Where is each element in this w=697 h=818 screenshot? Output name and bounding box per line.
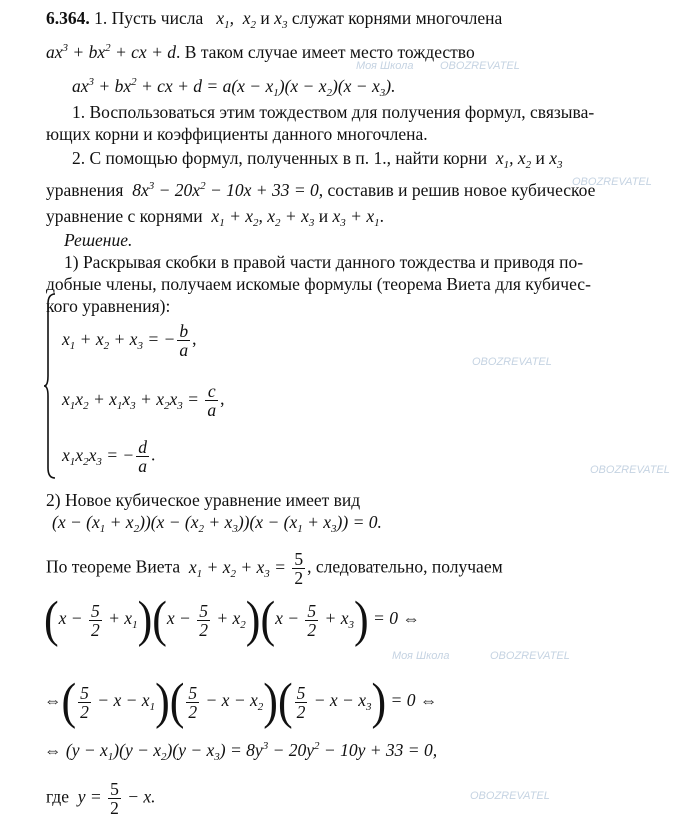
task-2-roots-text: уравнение с корнями: [46, 206, 203, 226]
where-line: где y = $\frac{5}{2}$ − x.: [46, 779, 156, 818]
intro-serve: служат корнями многочлена: [291, 8, 503, 28]
watermark: OBOZREVATEL: [440, 60, 520, 72]
watermark: OBOZREVATEL: [490, 650, 570, 662]
problem-number: 6.364.: [46, 8, 90, 28]
intro-text: 1. Пусть числа: [94, 8, 204, 28]
task-1-line-1: 1. Воспользоваться этим тождеством для получения формул, связыва-: [72, 102, 595, 122]
watermark: Моя Школа: [392, 650, 450, 662]
watermark: OBOZREVATEL: [470, 790, 550, 802]
intro-tail: . В таком случае имеет место тождество: [176, 42, 475, 62]
watermark: OBOZREVATEL: [572, 176, 652, 188]
intro-and: и: [260, 8, 270, 28]
solution-label: Решение.: [64, 230, 133, 250]
solution-2-line: 2) Новое кубическое уравнение имеет вид: [46, 490, 361, 510]
task-2-line-1: 2. С помощью формул, полученных в п. 1., найти корни $x_1$, $x_2$ и $x_3$: [72, 148, 563, 171]
task-1-line-2: ющих корни и коэффициенты данного многочлена.: [46, 124, 428, 144]
task-2-line-2: уравнения $8x^3 - 20x^2 - 10x + 33 = 0$, составив и решив новое кубическое: [46, 180, 596, 200]
problem-line-1: 6.364. 1. Пусть числа $x_1$, $x_2$ и $x_3$ служат корнями многочлена: [46, 8, 503, 31]
substitution-eq-3: ⇔ $(y - x_1)(y - x_2)(y - x_3) = 8y^3 - 20y^2 - 10y + 33 = 0$,: [44, 740, 438, 763]
solution-1-line-3: кого уравнения):: [46, 296, 171, 316]
where-label: где: [46, 786, 69, 807]
task-2-eq-pre: уравнения: [46, 180, 124, 200]
substitution-eq-2: ⇔( $\frac{5}{2}$ − $x - x_1$)( $\frac{5}{2}$ − $x - x_2$)( $\frac{5}{2}$ − $x - x_3) = 0$ ⇔: [44, 673, 438, 730]
vieta-sum-line: По теореме Виета $x_1 + x_2 + x_3$ = $\frac{5}{2}$ , следовательно, получаем: [46, 549, 503, 588]
task-2-text: 2. С помощью формул, полученных в п. 1., найти корни: [72, 148, 488, 168]
watermark: OBOZREVATEL: [472, 356, 552, 368]
system-brace: [44, 292, 56, 480]
task-2-line-3: уравнение с корнями $x_1 + x_2$, $x_2 + x_3$ и $x_3 + x_1$.: [46, 206, 384, 229]
task-2-eq-post: , составив и решив новое кубическое: [318, 180, 596, 200]
identity-formula: $ax^3 + bx^2$ + cx + $d = a(x - x_1)(x - x_2)(x - x_3)$.: [72, 76, 396, 99]
new-cubic-equation: $(x - (x_1 + x_2))(x - (x_2 + x_3))(x - (x_1 + x_3)) = 0$.: [52, 512, 382, 535]
vieta-eq-3: $x_1x_2x_3$ = − $\frac{d}{a}$ .: [62, 437, 156, 476]
vieta-pre: По теореме Виета: [46, 556, 181, 577]
solution-1-line-1: 1) Раскрывая скобки в правой части данного тождества и приводя по-: [64, 252, 584, 272]
watermark: OBOZREVATEL: [590, 464, 670, 476]
vieta-post: , следовательно, получаем: [307, 556, 503, 577]
problem-line-2: $ax^3 + bx^2$ + cx + d. В таком случае имеет место тождество: [46, 42, 475, 62]
vieta-eq-1: $x_1 + x_2 + x_3$ = − $\frac{b}{a}$ ,: [62, 321, 197, 360]
vieta-eq-2: $x_1x_2 + x_1x_3 + x_2x_3$ = $\frac{c}{a}$ ,: [62, 381, 225, 420]
substitution-eq-1: (x − $\frac{5}{2}$ + $x_1)(x$ − $\frac{5}{2}$ + $x_2)(x$ − $\frac{5}{2}$ + $x_3) = 0$ ⇔: [44, 591, 420, 648]
solution-1-line-2: добные члены, получаем искомые формулы (теорема Виета для кубичес-: [46, 274, 591, 294]
watermark: Моя Школа: [356, 60, 414, 72]
